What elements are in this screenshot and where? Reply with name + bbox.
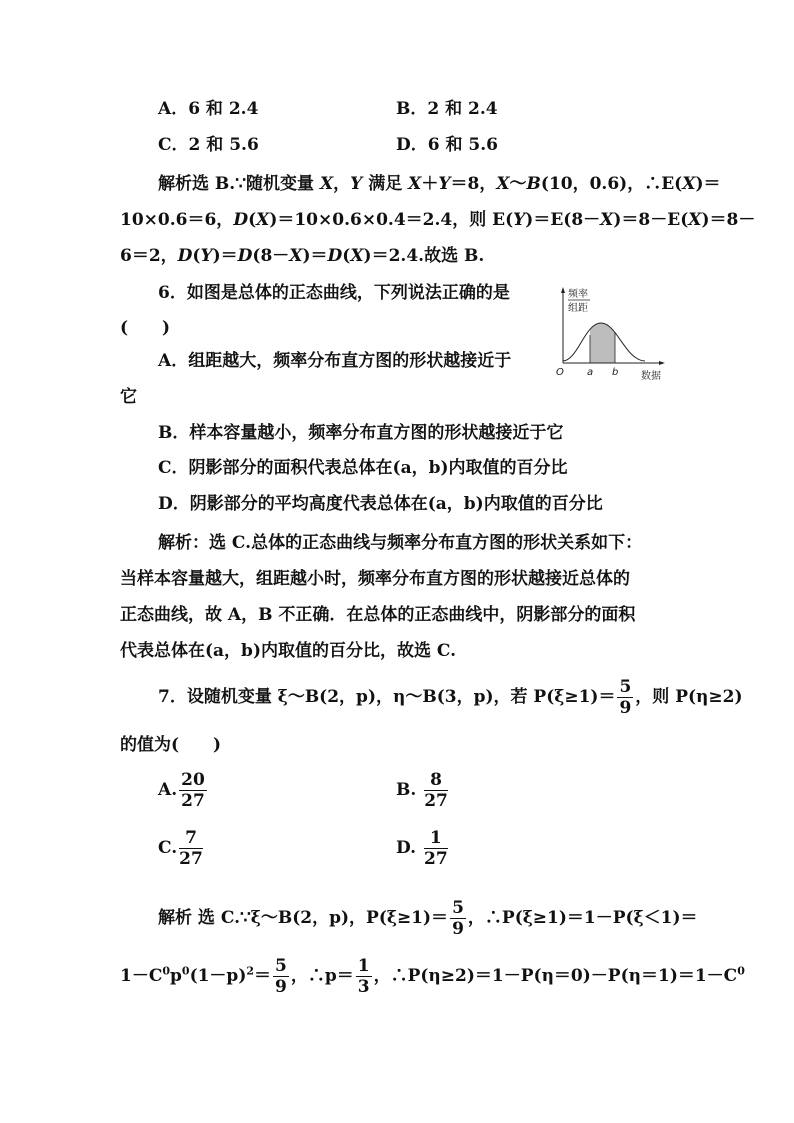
b-label: b xyxy=(612,367,619,378)
q6-option-b: B．样本容量越小，频率分布直方图的形状越接近于它 xyxy=(158,423,564,443)
q5-option-c: C．2 和 5.6 xyxy=(158,135,259,155)
q6-solution-line-4: 代表总体在(a，b)内取值的百分比，故选 C. xyxy=(120,641,457,661)
origin-label: O xyxy=(556,367,564,378)
q7-option-d: D. $\frac{1}{27}$ xyxy=(396,828,448,869)
q6-solution-line-2: 当样本容量越大，组距越小时，频率分布直方图的形状越接近总体的 xyxy=(120,569,630,589)
q5-option-d: D．6 和 5.6 xyxy=(396,135,498,155)
y-axis-arrow xyxy=(561,287,565,293)
q6-answer-paren: ( ) xyxy=(120,318,171,338)
q6-solution-line-3: 正态曲线，故 A，B 不正确．在总体的正态曲线中，阴影部分的面积 xyxy=(120,605,636,625)
q7-option-b: B. $\frac{8}{27}$ xyxy=(396,770,448,811)
y-label-bottom: 组距 xyxy=(568,303,588,314)
q6-stem: 6．如图是总体的正态曲线，下列说法正确的是 xyxy=(158,283,510,303)
q7-stem-line-2: 的值为( ) xyxy=(120,735,222,755)
q6-option-c: C．阴影部分的面积代表总体在(a，b)内取值的百分比 xyxy=(158,458,568,478)
q5-option-a: A．6 和 2.4 xyxy=(158,99,259,119)
y-label-top: 频率 xyxy=(568,289,588,300)
normal-curve-figure xyxy=(553,283,668,383)
x-label: 数据 xyxy=(641,371,661,382)
a-label: a xyxy=(587,367,594,378)
q7-stem-line-1: 7．设随机变量 ξ～B(2，p)，η～B(3，p)，若 P(ξ≥1)＝ $\frac{5}{9}$ ，则 P(η≥2) xyxy=(158,677,743,718)
q6-solution-line-1: 解析：选 C.总体的正态曲线与频率分布直方图的形状关系如下： xyxy=(158,533,643,553)
q7-option-c: C. $\frac{7}{27}$ xyxy=(158,828,203,869)
q6-option-a: A．组距越大，频率分布直方图的形状越接近于 xyxy=(158,351,512,371)
x-axis-arrow xyxy=(659,361,665,365)
shaded-region xyxy=(563,323,645,363)
q5-solution-line-2: 10×0.6＝6，D(X)＝10×0.6×0.4＝2.4，则 E(Y)＝E(8－X)＝8－E(X)＝8－ xyxy=(120,210,756,230)
q6-option-d: D．阴影部分的平均高度代表总体在(a，b)内取值的百分比 xyxy=(158,494,603,514)
q7-solution-line-2: $1-C^0p^0(1-p)^2=$ $\frac{5}{9}$ ，∴p＝ $\frac{1}{3}$ ，$\therefore P(\eta\ge 2)=1-P(\eta=0)-P(\eta=1)=1-C^0$ xyxy=(120,956,745,997)
q5-option-b: B．2 和 2.4 xyxy=(396,99,498,119)
q7-option-a: A. $\frac{20}{27}$ xyxy=(158,770,205,811)
q5-solution-line-3: 6＝2，D(Y)＝D(8－X)＝D(X)＝2.4.故选 B. xyxy=(120,246,485,266)
q5-solution-line-1: 解析选 B.∵随机变量 X，Y 满足 X＋Y＝8，X～B(10，0.6)，∴E(X)＝ xyxy=(158,174,721,194)
q6-option-a-cont: 它 xyxy=(120,387,137,407)
q7-solution-line-1: 解析 选 C.∵ξ～B(2，p)，P(ξ≥1)＝ $\frac{5}{9}$ ，∴P(ξ≥1)＝1－P(ξ＜1)＝ xyxy=(158,898,698,939)
q7-stem-fraction: $\frac{5}{9}$ xyxy=(619,677,632,718)
